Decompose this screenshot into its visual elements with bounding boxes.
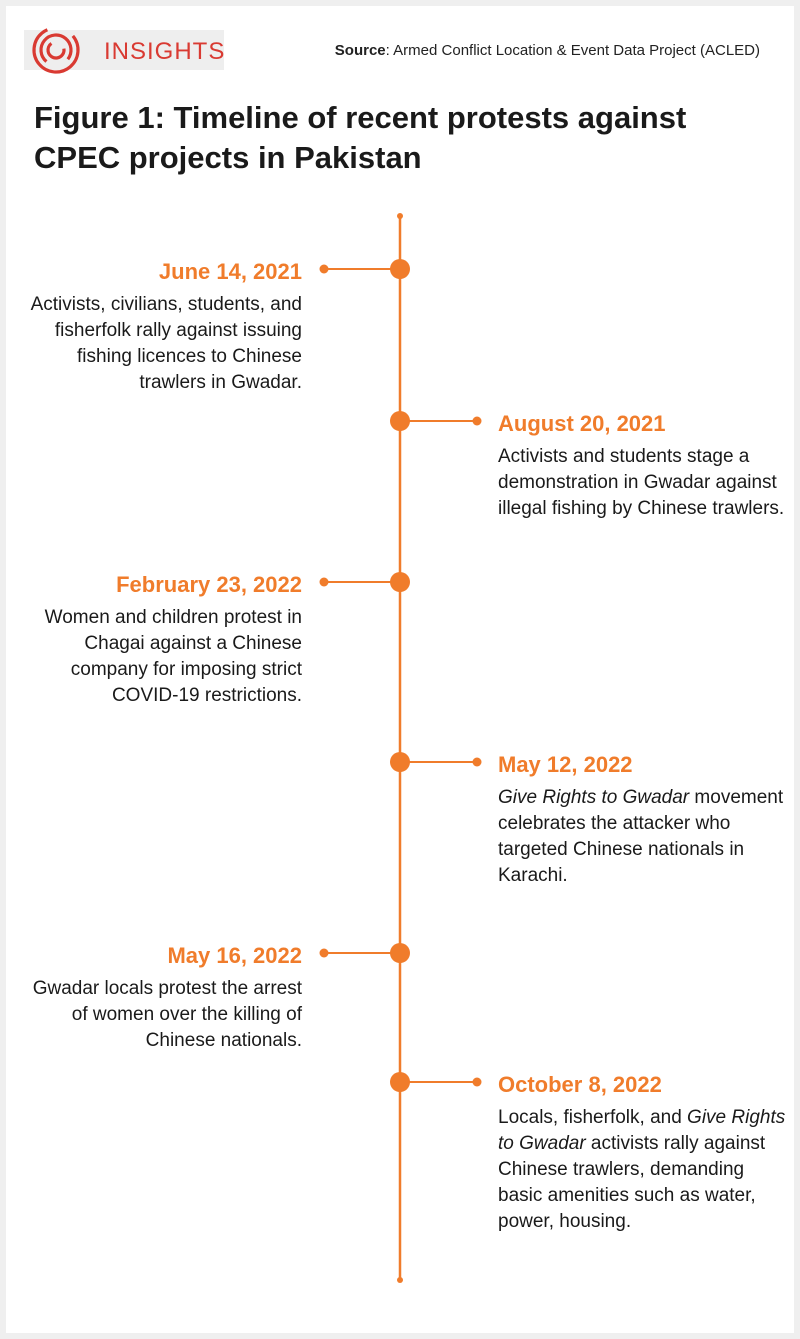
description-text: movement celebrates the attacker who targeted Chinese nationals in Karachi.: [498, 787, 784, 886]
event-description: Activists and students stage a demonstration in Gwadar against illegal fishing by Chinese trawlers.: [498, 446, 785, 519]
timeline-event: [12, 258, 302, 396]
event-marker: [390, 259, 410, 279]
source-text: Armed Conflict Location & Event Data Project (ACLED): [393, 42, 760, 59]
event-date: May 16, 2022: [167, 943, 302, 968]
movement-name: Give Rights to Gwadar: [498, 1107, 786, 1154]
source-label: Source: [334, 42, 386, 59]
event-description: Gwadar locals protest the arrest of women over the killing of Chinese nationals.: [32, 978, 302, 1051]
event-marker: [390, 943, 410, 963]
timeline-event: [498, 1071, 788, 1235]
movement-name: Give Rights to Gwadar: [498, 787, 690, 808]
timeline-end-dot: [397, 1277, 403, 1283]
description-text: activists rally against Chinese trawlers, demanding basic amenities such as water, power, housing.: [498, 1133, 766, 1232]
timeline-start-dot: [397, 213, 403, 219]
event-description: Women and children protest in Chagai against a Chinese company for imposing strict COVID-19 restrictions.: [44, 607, 302, 706]
event-marker: [390, 411, 410, 431]
event-marker: [390, 572, 410, 592]
source-credit: Source: Armed Conflict Location & Event Data Project (ACLED): [334, 42, 760, 59]
brand-label: INSIGHTS: [104, 38, 226, 65]
connector-end-dot: [320, 265, 329, 274]
event-date: May 12, 2022: [498, 752, 633, 777]
event-date: October 8, 2022: [498, 1072, 662, 1097]
connector-end-dot: [473, 417, 482, 426]
connector-end-dot: [320, 949, 329, 958]
timeline-event: [498, 410, 788, 522]
connector-end-dot: [320, 578, 329, 587]
event-date: August 20, 2021: [498, 411, 666, 436]
timeline-event: [12, 942, 302, 1054]
connector-end-dot: [473, 758, 482, 767]
event-marker: [390, 1072, 410, 1092]
event-description: Activists, civilians, students, and fisherfolk rally against issuing fishing licences to Chinese trawlers in Gwadar.: [30, 294, 302, 393]
timeline-event: [12, 571, 302, 709]
event-date: June 14, 2021: [158, 259, 302, 284]
connector-end-dot: [473, 1078, 482, 1087]
event-description: [498, 785, 788, 889]
event-marker: [390, 752, 410, 772]
timeline-event: [498, 751, 788, 889]
event-date: February 23, 2022: [116, 572, 302, 597]
event-description: [498, 1105, 788, 1235]
figure-title: Figure 1: Timeline of recent protests against CPEC projects in Pakistan: [34, 100, 687, 175]
description-text: Locals, fisherfolk, and: [498, 1107, 688, 1128]
